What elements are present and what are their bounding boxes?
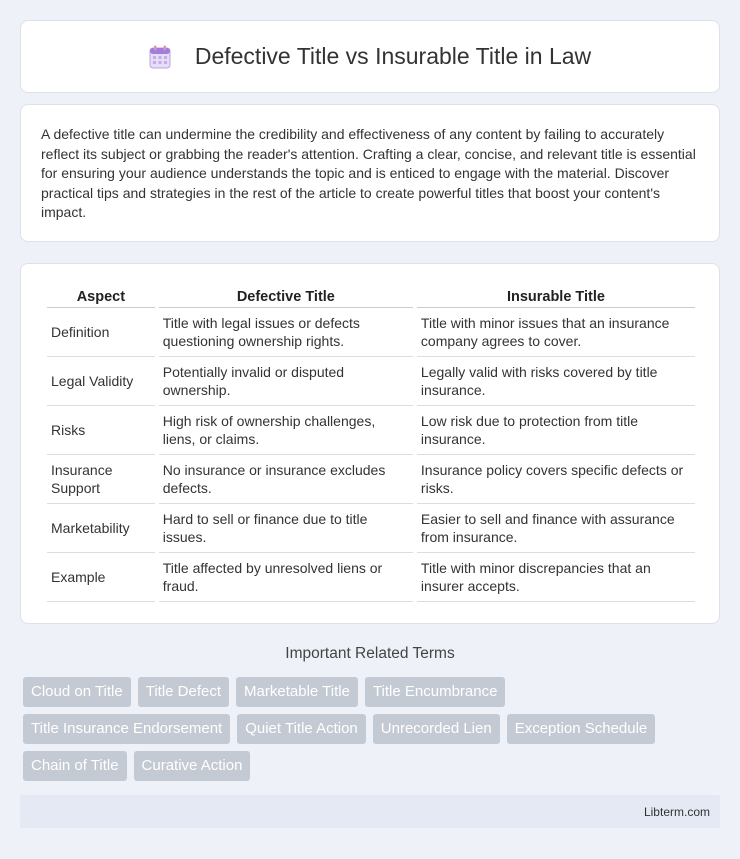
comparison-table-card: [20, 263, 720, 624]
table-cell-aspect: Insurance Support: [47, 455, 155, 504]
table-row: [47, 357, 695, 406]
table-cell-defective: Title affected by unresolved liens or fraud.: [159, 553, 413, 602]
header-defective-title: Defective Title: [159, 284, 413, 308]
related-term-tag[interactable]: Curative Action: [134, 751, 251, 781]
table-cell-insurable: Insurance policy covers specific defects or risks.: [417, 455, 695, 504]
table-cell-insurable: Low risk due to protection from title insurance.: [417, 406, 695, 455]
related-terms-list: [23, 677, 723, 788]
table-cell-insurable: Easier to sell and finance with assurance from insurance.: [417, 504, 695, 553]
intro-card: [20, 104, 720, 242]
related-term-tag[interactable]: Chain of Title: [23, 751, 127, 781]
related-term-tag[interactable]: Unrecorded Lien: [373, 714, 500, 744]
table-row: [47, 406, 695, 455]
intro-text: A defective title can undermine the credibility and effectiveness of any content by failing to accurately reflect its subject or grabbing the reader's attention. Crafting a clear, concise, and relevant title is essential for ensuring your audience understands the topic and is enticed to engage with the material. Discover practical tips and strategies in the rest of the article to create powerful titles that boost your content's impact.: [41, 126, 696, 220]
header-card: [20, 20, 720, 93]
table-cell-aspect: Example: [47, 553, 155, 602]
table-row: [47, 504, 695, 553]
table-cell-insurable: Title with minor issues that an insurance company agrees to cover.: [417, 308, 695, 357]
comparison-table: [43, 284, 699, 602]
table-row: [47, 308, 695, 357]
table-cell-defective: Potentially invalid or disputed ownership.: [159, 357, 413, 406]
table-cell-insurable: Title with minor discrepancies that an insurer accepts.: [417, 553, 695, 602]
related-term-tag[interactable]: Title Insurance Endorsement: [23, 714, 230, 744]
table-cell-insurable: Legally valid with risks covered by title insurance.: [417, 357, 695, 406]
table-cell-aspect: Marketability: [47, 504, 155, 553]
related-term-tag[interactable]: Title Defect: [138, 677, 229, 707]
footer-site-link[interactable]: Libterm.com: [643, 805, 710, 819]
related-term-tag[interactable]: Cloud on Title: [23, 677, 131, 707]
related-term-tag[interactable]: Marketable Title: [236, 677, 358, 707]
footer: [20, 795, 720, 828]
table-cell-defective: High risk of ownership challenges, liens, or claims.: [159, 406, 413, 455]
table-cell-aspect: Risks: [47, 406, 155, 455]
header-insurable-title: Insurable Title: [417, 284, 695, 308]
table-cell-aspect: Legal Validity: [47, 357, 155, 406]
table-cell-defective: Title with legal issues or defects questioning ownership rights.: [159, 308, 413, 357]
page-title: Defective Title vs Insurable Title in Law: [194, 43, 592, 69]
table-row: [47, 553, 695, 602]
header-aspect: Aspect: [47, 284, 155, 308]
related-term-tag[interactable]: Quiet Title Action: [237, 714, 366, 744]
related-terms-heading: Important Related Terms: [285, 645, 455, 662]
related-term-tag[interactable]: Exception Schedule: [507, 714, 656, 744]
related-term-tag[interactable]: Title Encumbrance: [365, 677, 506, 707]
table-row: [47, 455, 695, 504]
table-cell-defective: Hard to sell or finance due to title issues.: [159, 504, 413, 553]
table-header-row: [47, 284, 695, 308]
calendar-icon: [149, 45, 171, 69]
table-cell-aspect: Definition: [47, 308, 155, 357]
table-cell-defective: No insurance or insurance excludes defects.: [159, 455, 413, 504]
